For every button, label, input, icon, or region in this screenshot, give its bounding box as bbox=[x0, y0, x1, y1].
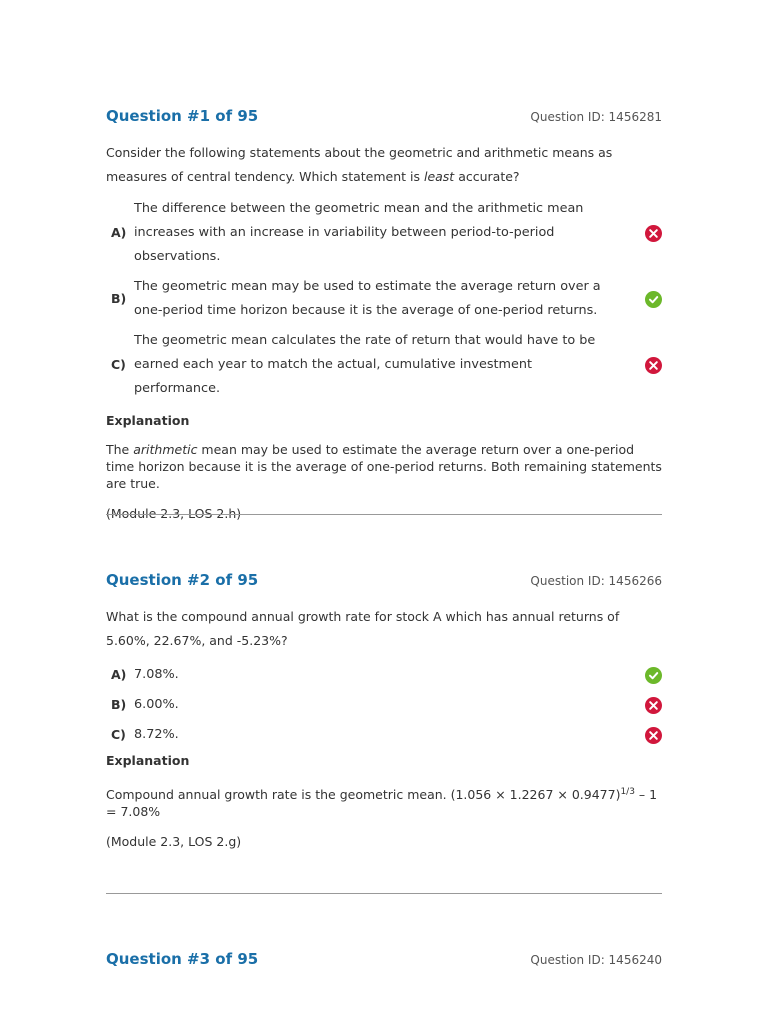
divider bbox=[106, 893, 662, 894]
option-text: 7.08%. bbox=[134, 667, 179, 682]
x-icon bbox=[645, 727, 662, 744]
question-id: Question ID: 1456281 bbox=[530, 110, 662, 124]
option-letter: B) bbox=[111, 291, 127, 306]
divider bbox=[106, 514, 662, 515]
explanation-part: mean may be used to estimate the average return over a one-period time horizon because it is the average of one-period returns. Both remaining statements are true. bbox=[106, 442, 662, 491]
question-header bbox=[106, 104, 662, 125]
answer-option-c[interactable] bbox=[106, 329, 662, 401]
question-1 bbox=[106, 104, 662, 521]
question-title: Question #2 of 95 bbox=[106, 571, 259, 589]
option-letter: B) bbox=[111, 697, 127, 712]
check-icon bbox=[645, 291, 662, 308]
question-2 bbox=[106, 568, 662, 849]
answer-options bbox=[106, 663, 662, 747]
question-id: Question ID: 1456240 bbox=[530, 953, 662, 967]
question-stem: What is the compound annual growth rate for stock A which has annual returns of 5.60%, 22.67%, and -5.23%? bbox=[106, 609, 620, 648]
explanation-exponent: 1/3 bbox=[620, 787, 635, 797]
option-text: 8.72%. bbox=[134, 727, 179, 742]
question-3 bbox=[106, 947, 662, 968]
option-letter: A) bbox=[111, 667, 127, 682]
stem-text: accurate? bbox=[454, 169, 520, 184]
answer-option-b[interactable] bbox=[106, 693, 662, 717]
answer-option-c[interactable] bbox=[106, 723, 662, 747]
answer-option-b[interactable] bbox=[106, 275, 662, 323]
question-stem bbox=[106, 141, 662, 189]
answer-option-a[interactable] bbox=[106, 197, 662, 269]
question-title: Question #3 of 95 bbox=[106, 950, 259, 968]
option-text: 6.00%. bbox=[134, 697, 179, 712]
question-header bbox=[106, 947, 662, 968]
module-reference: (Module 2.3, LOS 2.h) bbox=[106, 506, 242, 521]
option-text: The geometric mean may be used to estimate the average return over a one-period time horizon because it is the average of one-period returns. bbox=[134, 279, 601, 318]
explanation-heading: Explanation bbox=[106, 753, 190, 768]
option-letter: C) bbox=[111, 727, 126, 742]
x-icon bbox=[645, 357, 662, 374]
x-icon bbox=[645, 697, 662, 714]
option-text: The difference between the geometric mean and the arithmetic mean increases with an increase in variability between period-to-period observations. bbox=[134, 201, 584, 264]
explanation-text bbox=[106, 441, 662, 492]
answer-options bbox=[106, 197, 662, 401]
explanation-part: – 1 = 7.08% bbox=[106, 787, 658, 820]
check-icon bbox=[645, 667, 662, 684]
question-header bbox=[106, 568, 662, 589]
option-text: The geometric mean calculates the rate of return that would have to be earned each year to match the actual, cumulative investment performance. bbox=[134, 333, 596, 396]
explanation-text bbox=[106, 784, 662, 820]
explanation-part: Compound annual growth rate is the geometric mean. (1.056 × 1.2267 × 0.9477) bbox=[106, 787, 621, 803]
explanation-emphasis: arithmetic bbox=[133, 442, 198, 457]
question-title: Question #1 of 95 bbox=[106, 107, 259, 125]
stem-emphasis: least bbox=[423, 169, 455, 184]
explanation-part: The bbox=[106, 442, 134, 457]
answer-option-a[interactable] bbox=[106, 663, 662, 687]
option-letter: A) bbox=[111, 225, 127, 240]
stem-text: Consider the following statements about the geometric and arithmetic means as measures of central tendency. Which statement is bbox=[106, 145, 613, 184]
module-reference: (Module 2.3, LOS 2.g) bbox=[106, 834, 242, 850]
explanation-heading: Explanation bbox=[106, 413, 190, 428]
x-icon bbox=[645, 225, 662, 242]
option-letter: C) bbox=[111, 357, 126, 372]
question-id: Question ID: 1456266 bbox=[530, 574, 662, 588]
